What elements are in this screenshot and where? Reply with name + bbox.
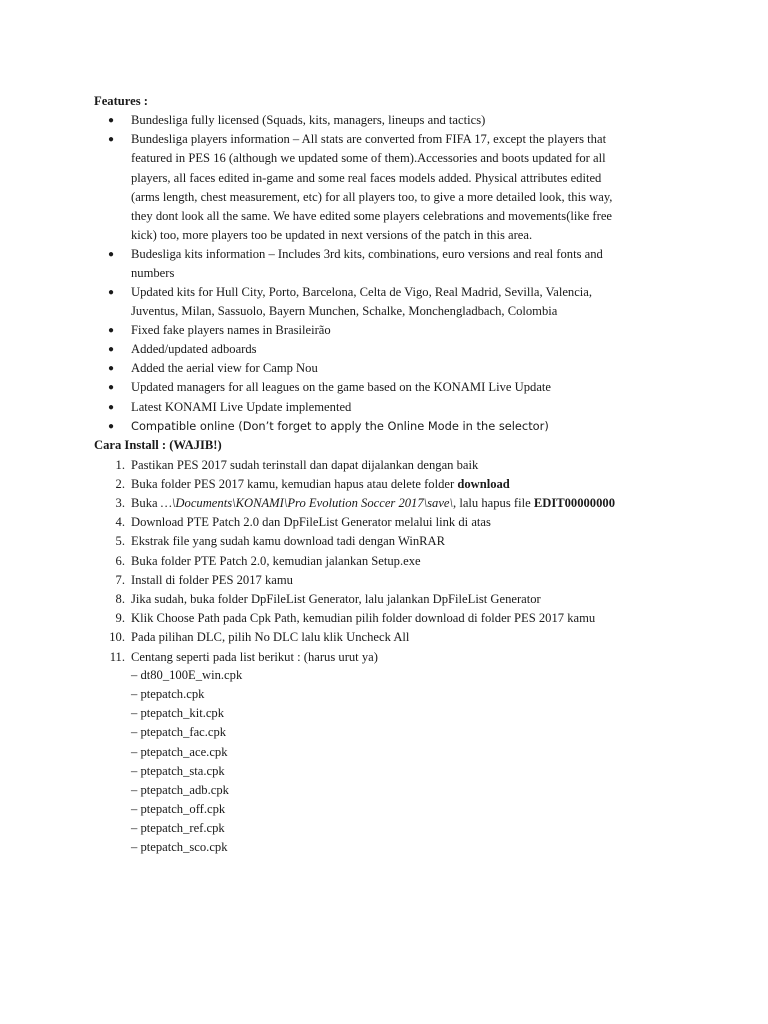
step-number: 7. [115,573,125,587]
step-text-bold: EDIT00000000 [533,496,615,510]
step-text: Klik Choose Path pada Cpk Path, kemudian pilih folder download di folder PES 2017 kamu [131,611,596,625]
step-text [131,475,651,494]
features-heading: Features : [94,94,148,108]
file-list-item: – ptepatch_fac.cpk [131,725,227,739]
feature-item [108,321,651,340]
feature-line: featured in PES 16 (although we updated some of them).Accessories and boots updated for all [131,151,606,166]
feature-item [108,359,651,378]
step-text-bold: download [457,477,510,491]
feature-item [108,111,651,130]
step-number: 8. [115,592,125,606]
step-text: Buka folder PTE Patch 2.0, kemudian jalankan Setup.exe [131,554,421,568]
file-list-item: – ptepatch_ref.cpk [131,821,225,835]
step-number: 10. [109,630,125,644]
bullet-dot-icon: ● [108,134,115,145]
step-text: Ekstrak file yang sudah kamu download tadi dengan WinRAR [131,534,446,548]
step-number: 5. [115,534,125,548]
bullet-dot-icon: ● [108,325,115,336]
step-number: 1. [115,458,125,472]
install-step [109,628,651,647]
feature-line: Bundesliga players information – All stats are converted from FIFA 17, except the players that [131,132,607,146]
install-step [115,494,651,513]
file-list-item: – ptepatch_ace.cpk [131,745,228,759]
feature-line: Updated managers for all leagues on the game based on the KONAMI Live Update [131,380,552,394]
step-number: 6. [115,554,125,568]
bullet-dot-icon: ● [108,382,115,393]
step-text: Pada pilihan DLC, pilih No DLC lalu klik Uncheck All [131,630,410,644]
install-step [115,513,651,532]
install-heading: Cara Install : (WAJIB!) [94,438,222,452]
feature-item [108,378,651,397]
step-text-path: …\Documents\KONAMI\Pro Evolution Soccer 2017\save\ [160,496,454,510]
feature-line: numbers [131,266,175,281]
bullet-dot-icon: ● [108,249,115,260]
feature-line: Bundesliga fully licensed (Squads, kits, managers, lineups and tactics) [131,113,486,127]
feature-item [108,245,651,284]
install-step [115,609,651,628]
feature-item [108,417,651,436]
step-text: Download PTE Patch 2.0 dan DpFileList Generator melalui link di atas [131,515,491,529]
step-text: Install di folder PES 2017 kamu [131,573,293,587]
bullet-dot-icon: ● [108,421,115,432]
feature-line: Compatible online (Don’t forget to apply the Online Mode in the selector) [131,419,549,433]
feature-item [108,283,651,322]
step-text: Pastikan PES 2017 sudah terinstall dan dapat dijalankan dengan baik [131,458,479,472]
install-step [115,475,651,494]
step-number: 11. [109,650,125,664]
file-list-item: – ptepatch.cpk [131,687,205,701]
install-step [115,590,651,609]
feature-line: (arms length, chest measurement, etc) for all players too, to give a more detailed look, this way, [131,189,613,204]
feature-line: Added the aerial view for Camp Nou [131,361,318,375]
bullet-dot-icon: ● [108,402,115,413]
file-list-item: – ptepatch_sco.cpk [131,840,228,854]
step-text [131,494,651,513]
step-number: 3. [115,496,125,510]
step-number: 4. [115,515,125,529]
feature-line: Latest KONAMI Live Update implemented [131,400,352,414]
bullet-dot-icon: ● [108,344,115,355]
install-step [115,552,651,571]
install-step [109,648,651,667]
bullet-dot-icon: ● [108,287,115,298]
feature-item [108,398,651,417]
file-list-item: – ptepatch_adb.cpk [131,783,229,797]
feature-line: kick) too, more players too be updated in next versions of the patch in this area. [131,228,533,243]
step-number: 2. [115,477,125,491]
feature-line: players, all faces edited in-game and some real faces models added. Physical attributes edited [131,170,602,185]
bullet-dot-icon: ● [108,363,115,374]
step-text-mid: , lalu hapus file [453,496,534,510]
file-list-item: – ptepatch_sta.cpk [131,764,225,778]
install-step [115,571,651,590]
feature-line: Updated kits for Hull City, Porto, Barcelona, Celta de Vigo, Real Madrid, Sevilla, Valencia, [131,285,593,299]
file-list-item: – ptepatch_kit.cpk [131,706,225,720]
feature-line: Budesliga kits information – Includes 3rd kits, combinations, euro versions and real fonts and [131,247,603,261]
file-list-item: – dt80_100E_win.cpk [131,668,243,682]
feature-line: they dont look all the same. We have edited some players celebrations and movements(like free [131,209,613,224]
bullet-dot-icon: ● [108,115,115,126]
step-number: 9. [115,611,125,625]
feature-line: Fixed fake players names in Brasileirão [131,323,331,337]
feature-item [108,340,651,359]
step-text: Jika sudah, buka folder DpFileList Generator, lalu jalankan DpFileList Generator [131,592,541,606]
install-step [115,456,651,475]
feature-line: Juventus, Milan, Sassuolo, Bayern Munchen, Schalke, Monchengladbach, Colombia [131,304,558,319]
feature-item [108,130,651,246]
step-text: Centang seperti pada list berikut : (harus urut ya) [131,650,378,664]
file-list-item: – ptepatch_off.cpk [131,802,226,816]
install-step [115,532,651,551]
feature-line: Added/updated adboards [131,342,257,356]
step-text-pre: Buka [131,496,161,510]
step-text-pre: Buka folder PES 2017 kamu, kemudian hapus atau delete folder [131,477,458,491]
